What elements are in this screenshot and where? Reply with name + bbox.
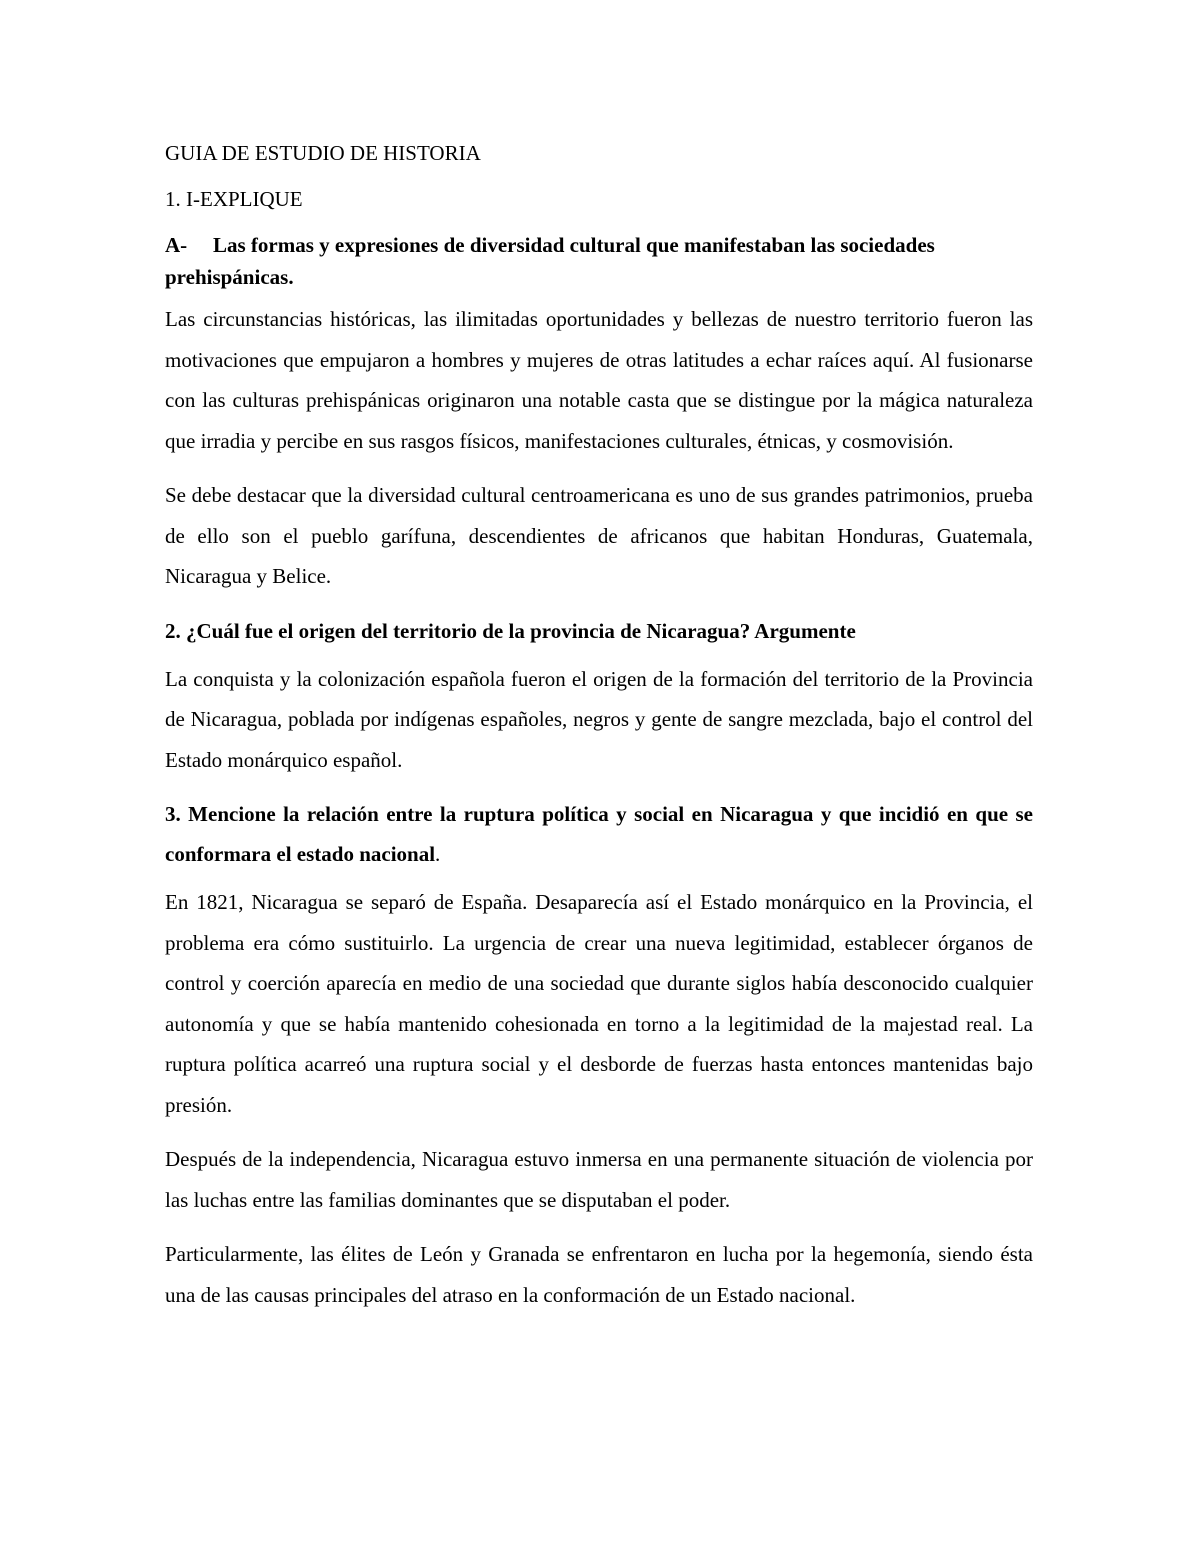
document-title: GUIA DE ESTUDIO DE HISTORIA <box>165 141 481 165</box>
question-heading-text: 3. Mencione la relación entre la ruptura política y social en Nicaragua y que incidió en que se conformara el estado nacional <box>165 802 1033 866</box>
question-heading <box>165 794 1033 874</box>
paragraph: La conquista y la colonización española fueron el origen de la formación del territorio de la Provincia de Nicaragua, poblada por indígenas españoles, negros y gente de sangre mezclada, bajo el control del Estado monárquico español. <box>165 666 1033 772</box>
paragraph: Particularmente, las élites de León y Granada se enfrentaron en lucha por la hegemonía, siendo ésta una de las causas principales del atraso en la conformación de un Estado nacional. <box>165 1242 1033 1307</box>
paragraph: Las circunstancias históricas, las ilimitadas oportunidades y bellezas de nuestro territorio fueron las motivaciones que empujaron a hombres y mujeres de otras latitudes a echar raíces aquí. Al fusionarse con las culturas prehispánicas originaron una notable casta que se distingue por la mágica naturaleza que irradia y percibe en sus rasgos físicos, manifestaciones culturales, étnicas, y cosmovisión. <box>165 307 1033 453</box>
subsection-heading-text: Las formas y expresiones de diversidad cultural que manifestaban las sociedades prehispánicas. <box>165 233 935 289</box>
paragraph: Se debe destacar que la diversidad cultural centroamericana es uno de sus grandes patrimonios, prueba de ello son el pueblo garífuna, descendientes de africanos que habitan Honduras, Guatemala, Nicaragua y Belice. <box>165 483 1033 588</box>
question-heading-tail: . <box>435 842 441 866</box>
paragraph: Después de la independencia, Nicaragua estuvo inmersa en una permanente situación de violencia por las luchas entre las familias dominantes que se disputaban el poder. <box>165 1147 1033 1212</box>
subsection-tag: A- <box>165 233 188 257</box>
question-heading: 2. ¿Cuál fue el origen del territorio de la provincia de Nicaragua? Argumente <box>165 618 856 643</box>
subsection-heading <box>165 229 1033 293</box>
paragraph: En 1821, Nicaragua se separó de España. Desaparecía así el Estado monárquico en la Provincia, el problema era cómo sustituirlo. La urgencia de crear una nueva legitimidad, establecer órganos de control y coerción aparecía en medio de una sociedad que durante siglos había desconocido cualquier autonomía y que se había mantenido cohesionada en torno a la legitimidad de la majestad real. La ruptura política acarreó una ruptura social y el desborde de fuerzas hasta entonces mantenidas bajo presión. <box>165 890 1033 1117</box>
document-page <box>165 137 1033 1329</box>
section-heading: 1. I-EXPLIQUE <box>165 187 303 211</box>
